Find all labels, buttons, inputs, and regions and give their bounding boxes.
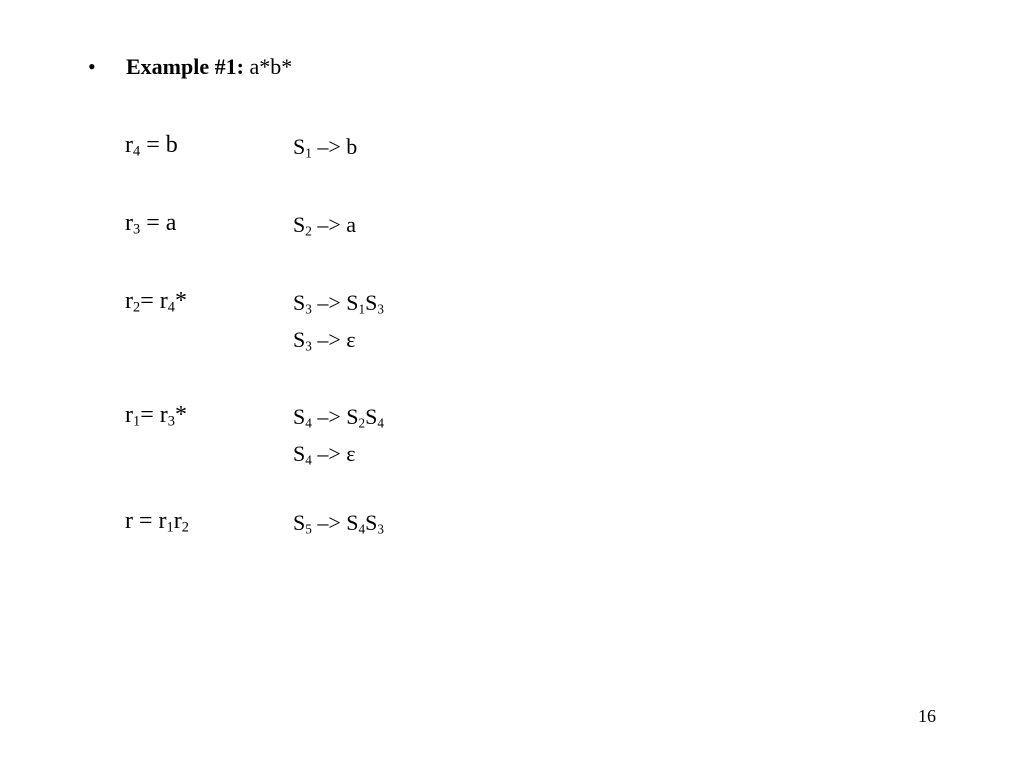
regex-r1: $r_1= r_3*$ (125, 402, 187, 430)
regex-r3: $r_3 = a$ (125, 210, 177, 238)
page-number: 16 (918, 706, 936, 726)
production-s3-epsilon: $S_3 -> \varepsilon$ (293, 327, 356, 354)
example-title (126, 54, 292, 80)
production-s4-concat: $S_4 -> S_2S_4$ (293, 404, 384, 431)
example-expression: a*b* (249, 54, 293, 79)
production-s1: $S_1 -> b$ (293, 134, 358, 161)
production-s4-epsilon: $S_4 -> \varepsilon$ (293, 441, 356, 468)
production-s2: $S_2 -> a$ (293, 212, 357, 239)
regex-r4: $r_4 = b$ (125, 132, 178, 160)
example-label: Example #1: (126, 54, 244, 79)
regex-r2: $r_2= r_4*$ (125, 288, 187, 316)
bullet-icon: • (88, 54, 96, 79)
production-s3-concat: $S_3 -> S_1S_3$ (293, 290, 384, 317)
production-s5: $S_5 -> S_4S_3$ (293, 510, 384, 537)
regex-r: $r = r_1r_2$ (125, 508, 189, 536)
